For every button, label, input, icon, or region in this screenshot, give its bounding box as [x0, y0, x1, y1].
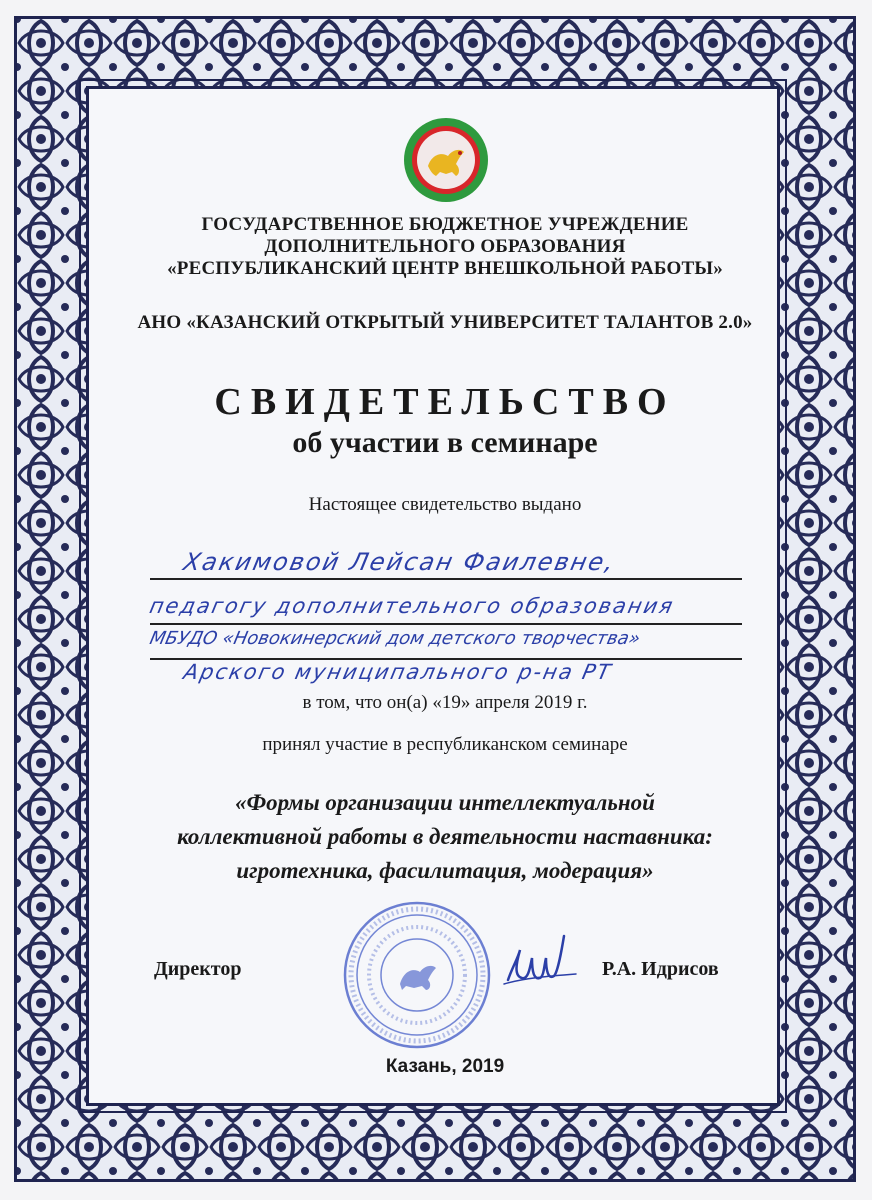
participation-statement: принял участие в республиканском семинаре [262, 734, 628, 755]
recipient-organization: МБУДО «Новокинерский дом детского творчества» [147, 628, 643, 649]
institution-line-1: ГОСУДАРСТВЕННОЕ БЮДЖЕТНОЕ УЧРЕЖДЕНИЕ [201, 214, 689, 235]
theme-line-3: игротехника, фасилитация, модерация» [236, 858, 654, 883]
participation-date: в том, что он(а) «19» апреля 2019 г. [302, 692, 588, 713]
institution-line-3: «РЕСПУБЛИКАНСКИЙ ЦЕНТР ВНЕШКОЛЬНОЙ РАБОТЫ» [167, 258, 723, 279]
recipient-position: педагогу дополнительного образования [147, 594, 677, 618]
underline-2 [150, 623, 742, 625]
seminar-theme [100, 786, 790, 888]
institution-line-2: ДОПОЛНИТЕЛЬНОГО ОБРАЗОВАНИЯ [264, 236, 626, 257]
theme-line-1: «Формы организации интеллектуальной [235, 790, 655, 815]
signature-icon [500, 928, 580, 998]
partner-organization: АНО «КАЗАНСКИЙ ОТКРЫТЫЙ УНИВЕРСИТЕТ ТАЛАНТОВ 2.0» [137, 312, 753, 333]
city-year: Казань, 2019 [385, 1056, 505, 1077]
issued-to-label: Настоящее свидетельство выдано [308, 494, 582, 515]
certificate-subtitle: об участии в семинаре [292, 426, 598, 459]
recipient-name: Хакимовой Лейсан Фаилевне, [181, 548, 619, 576]
director-label: Директор [154, 958, 242, 980]
certificate-title: СВИДЕТЕЛЬСТВО [214, 381, 676, 423]
underline-1 [150, 578, 742, 580]
director-name: Р.А. Идрисов [602, 958, 719, 980]
official-stamp-icon [342, 900, 492, 1050]
theme-line-2: коллективной работы в деятельности наставника: [177, 824, 713, 849]
recipient-district: Арского муниципального р-на РТ [181, 660, 615, 684]
tatarstan-emblem-icon [402, 116, 490, 204]
